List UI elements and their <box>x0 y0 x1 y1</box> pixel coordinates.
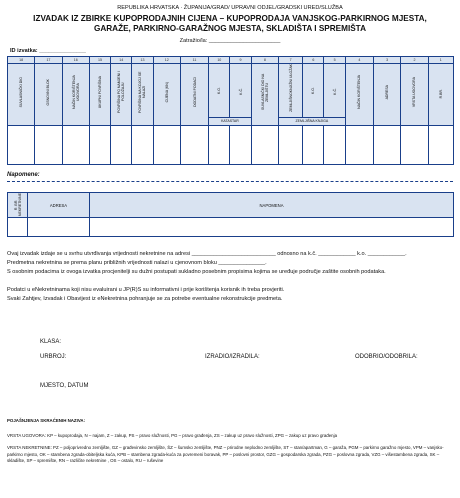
column-header-label: OSNOVNI BLOK <box>46 78 51 106</box>
column-number: 6 <box>303 57 324 64</box>
column-number: 5 <box>324 57 345 64</box>
footnotes-heading: POJAŠNJENJA SKRAĆENIH NAZIVA: <box>7 418 86 423</box>
column-header <box>324 64 345 118</box>
column-header-label: SUVLASNIČKI DIO NA ZEMLJIŠTU <box>260 73 269 111</box>
column-number: 2 <box>401 57 428 64</box>
column-header <box>8 64 35 126</box>
table-cell[interactable] <box>209 125 230 164</box>
column-header-label: R.BR. <box>438 89 443 99</box>
column-header-label: POVRŠINA PO NAMJENI I POLOŽAJU <box>117 70 126 114</box>
column-header-label: SUVLASNIČKI DIO <box>19 76 24 108</box>
table-cell[interactable] <box>180 125 208 164</box>
paragraph: Svaki Zahtjev, Izvadak i Obavijest iz eNekretnina pohranjuje se za potrebe eventualne rekonstrukcije predmeta. <box>7 296 283 302</box>
group-zemljisna-knjiga: ZEMLJIŠNA KNJIGA <box>278 117 345 125</box>
column-header <box>303 64 324 118</box>
column-header-label: CIJENA (KN) <box>164 81 169 103</box>
table-cell[interactable] <box>89 125 110 164</box>
column-header-label: POVRŠINA NA KOJOJ SE NALAZI <box>138 71 147 113</box>
table-cell[interactable] <box>324 125 345 164</box>
sales-table <box>7 56 454 165</box>
column-header <box>374 64 401 126</box>
requested-by: Zatražio/la: _______________________ <box>179 38 281 44</box>
extract-id: ID izvatka: _______________ <box>10 48 86 54</box>
column-header-label: UKUPNI POVRŠINA <box>98 75 102 109</box>
table-cell[interactable] <box>278 125 302 164</box>
column-header-row <box>8 64 454 118</box>
table-cell[interactable] <box>35 125 62 164</box>
table-cell[interactable] <box>62 125 89 164</box>
footnote-vrsta-nekretnine: VRSTA NEKRETNINE: PZ – poljoprivredno zemljište, GZ – građevinsko zemljište, ŠZ – šumsko zemljište, PNZ – prirodne neplodno zemljište, ST – stan/apartman, G – garaža, PGM – parkirno garažno mjesto, VPM – vanjsko-parkirno mjesto, OK – stambena zgrada-obiteljska kuća, KPB – stambena zgrada-kuća za povremeni boravak, PP – poslovni prostor, GZG – gospodarska zgrada, PZG – poslovna zgrada, VZG – višestambena zgrada, SK – skladište, SP – spremište, RN – različite nekretnine , OS – ostalo, RU – ruševine <box>7 445 444 464</box>
column-header <box>89 64 110 126</box>
paragraph: Predmetna nekretnina se prema planu približnih vrijednosti nalazi u cjenovnom bloku _______________. <box>7 260 267 266</box>
notes-col-rbr <box>8 193 28 218</box>
column-number: 15 <box>89 57 110 64</box>
column-header <box>111 64 132 126</box>
column-header <box>428 64 453 126</box>
paragraph: Podatci u eNekretninama koji nisu evaluirani u JP(R)S su informativni i prije korištenja korisnik ih treba provjeriti. <box>7 287 285 293</box>
column-number: 3 <box>374 57 401 64</box>
column-header <box>251 64 278 126</box>
odobrio-label: ODOBRIO/ODOBRILA: <box>355 354 418 360</box>
table-cell[interactable] <box>132 125 153 164</box>
column-number: 17 <box>35 57 62 64</box>
column-header-label: K.Č. <box>238 87 243 95</box>
urbroj-label: URBROJ: <box>40 354 67 360</box>
column-number: 18 <box>8 57 35 64</box>
column-header <box>345 64 373 126</box>
column-number: 13 <box>132 57 153 64</box>
footnote-vrsta-ugovora: VRSTA UGOVORA: KP – kupoprodaja, N – najam, Z – zakup, PS – pravo služnosti, PG – pravo građenja, ZS – zakup uz pravo služnosti, ZPG – zakup uz pravo građenja <box>7 433 338 438</box>
klasa-label: KLASA: <box>40 339 62 345</box>
column-header-label: DODATNI PODACI <box>192 76 197 107</box>
table-cell[interactable] <box>251 125 278 164</box>
table-cell[interactable] <box>345 125 373 164</box>
column-header <box>153 64 180 126</box>
notes-table <box>7 192 454 237</box>
notes-col-napomena: NAPOMENA <box>90 193 454 218</box>
header-top-line: REPUBLIKA HRVATSKA · ŽUPANIJA/GRAD/ UPRAVNI ODJEL/GRADSKI URED/SLUŽBA <box>117 5 343 11</box>
table-cell[interactable] <box>8 125 35 164</box>
mjesto-datum-label: MJESTO, DATUM <box>40 383 89 389</box>
notes-divider <box>7 181 453 182</box>
table-cell[interactable] <box>428 125 453 164</box>
document-title: IZVADAK IZ ZBIRKE KUPOPRODAJNIH CIJENA – KUPOPRODAJA VANJSKOG-PARKIRNOG MJESTA, GARAŽE, PARKIRNO-GARAŽNOG MJESTA, SKLADIŠTA I SPREMIŠTA <box>33 14 427 34</box>
column-header <box>209 64 230 118</box>
column-header <box>35 64 62 126</box>
table-cell[interactable] <box>303 125 324 164</box>
column-number: 8 <box>251 57 278 64</box>
column-number: 16 <box>62 57 89 64</box>
izradio-label: IZRADIO/IZRADILA: <box>205 354 260 360</box>
column-header <box>180 64 208 126</box>
notes-cell[interactable] <box>90 218 454 237</box>
table-cell[interactable] <box>230 125 251 164</box>
column-number-row <box>8 57 454 64</box>
column-header <box>278 64 302 118</box>
paragraph: Ovaj izvadak izdaje se u svrhu utvrđivanja vrijednosti nekretnine na adresi ___________________________ odnosno na k.č. ____________ k.o. ____________. <box>7 251 407 257</box>
column-header-label: NAČIN KORIŠTENJA UGOVORA <box>71 75 80 109</box>
table-cell[interactable] <box>153 125 180 164</box>
table-cell[interactable] <box>401 125 428 164</box>
column-header <box>230 64 251 118</box>
notes-cell[interactable] <box>28 218 90 237</box>
column-number: 1 <box>428 57 453 64</box>
column-header-label: NAČIN KORIŠTENJA <box>357 75 362 109</box>
column-header-label: ADRESA <box>385 84 390 100</box>
column-header-label: ZEMLJIŠNOKNJIŽNI ULOŽAK <box>288 64 293 112</box>
column-number: 10 <box>209 57 230 64</box>
notes-heading: Napomene: <box>7 172 40 178</box>
column-number: 11 <box>180 57 208 64</box>
notes-row <box>8 218 454 237</box>
table-cell[interactable] <box>374 125 401 164</box>
column-number: 7 <box>278 57 302 64</box>
column-number: 12 <box>153 57 180 64</box>
column-header <box>132 64 153 126</box>
table-cell[interactable] <box>111 125 132 164</box>
paragraph: S osobnim podacima iz ovoga izvatka procjenitelji su dužni postupati sukladno posebnim propisima kojima se uređuje područje zaštite osobnih podataka. <box>7 269 386 275</box>
column-header-label: K.O. <box>217 87 222 95</box>
column-number: 4 <box>345 57 373 64</box>
notes-col-rbr-label: R. BR. NEKRETNINE <box>13 192 22 217</box>
notes-col-adresa: ADRESA <box>28 193 90 218</box>
notes-cell[interactable] <box>8 218 28 237</box>
group-katastar: KATASTAR <box>209 117 251 125</box>
column-header-label: K.O. <box>311 87 316 95</box>
column-header <box>401 64 428 126</box>
column-header-label: K.Č. <box>332 87 337 95</box>
table-row <box>8 125 454 164</box>
notes-header-row <box>8 193 454 218</box>
column-header-label: VRSTA UGOVORA <box>412 76 417 107</box>
column-number: 14 <box>111 57 132 64</box>
column-header <box>62 64 89 126</box>
column-number: 9 <box>230 57 251 64</box>
